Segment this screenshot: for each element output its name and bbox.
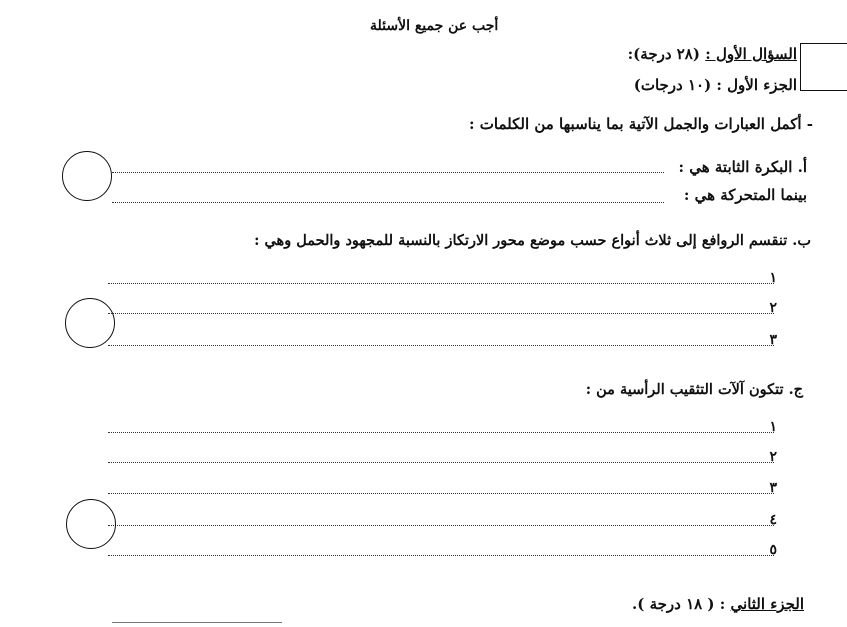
answer-line[interactable] bbox=[108, 313, 774, 314]
section-c-item-3-number: ٣ bbox=[769, 480, 777, 496]
section-c-prompt: ج. تتكون آلآت التثقيب الرأسية من : bbox=[585, 381, 803, 398]
part-2-label: الجزء الثاني bbox=[730, 595, 804, 613]
section-c-item-5-number: ٥ bbox=[769, 542, 777, 558]
answer-line[interactable] bbox=[112, 172, 664, 173]
section-b-item-1-number: ١ bbox=[769, 270, 777, 286]
section-b-item-3-number: ٣ bbox=[769, 332, 777, 348]
question-1-marks: (٢٨ درجة): bbox=[627, 45, 700, 63]
answer-line[interactable] bbox=[108, 493, 774, 494]
answer-line[interactable] bbox=[108, 283, 774, 284]
section-c-item-1-number: ١ bbox=[769, 419, 777, 435]
section-c-item-2-number: ٢ bbox=[769, 449, 777, 465]
page-instruction: أجب عن جميع الأسئلة bbox=[370, 18, 499, 34]
score-box bbox=[800, 43, 847, 91]
answer-line[interactable] bbox=[108, 345, 774, 346]
part-1-prompt: - أكمل العبارات والجمل الآتية بما يناسبها من الكلمات : bbox=[469, 115, 813, 133]
divider-line bbox=[112, 622, 282, 623]
answer-line[interactable] bbox=[108, 462, 774, 463]
part-1-title: الجزء الأول : (١٠ درجات) bbox=[633, 76, 797, 94]
part-2-marks: : ( ١٨ درجة ). bbox=[632, 595, 726, 613]
answer-line[interactable] bbox=[108, 432, 774, 433]
score-circle bbox=[65, 298, 115, 348]
section-a-line-2: بينما المتحركة هي : bbox=[683, 186, 807, 204]
section-b-prompt: ب. تنقسم الروافع إلى ثلاث أنواع حسب موضع محور الارتكاز بالنسبة للمجهود والحمل وهي : bbox=[254, 232, 811, 249]
section-b-item-2-number: ٢ bbox=[769, 300, 777, 316]
answer-line[interactable] bbox=[108, 555, 774, 556]
part-2-title bbox=[632, 597, 804, 612]
score-circle bbox=[66, 499, 116, 549]
section-c-item-4-number: ٤ bbox=[769, 512, 777, 528]
answer-line[interactable] bbox=[108, 525, 774, 526]
score-circle bbox=[62, 151, 112, 201]
question-1-title bbox=[628, 47, 797, 62]
answer-line[interactable] bbox=[112, 202, 664, 203]
question-1-label: السؤال الأول : bbox=[705, 45, 797, 63]
section-a-line-1: أ. البكرة الثابتة هي : bbox=[678, 158, 807, 176]
